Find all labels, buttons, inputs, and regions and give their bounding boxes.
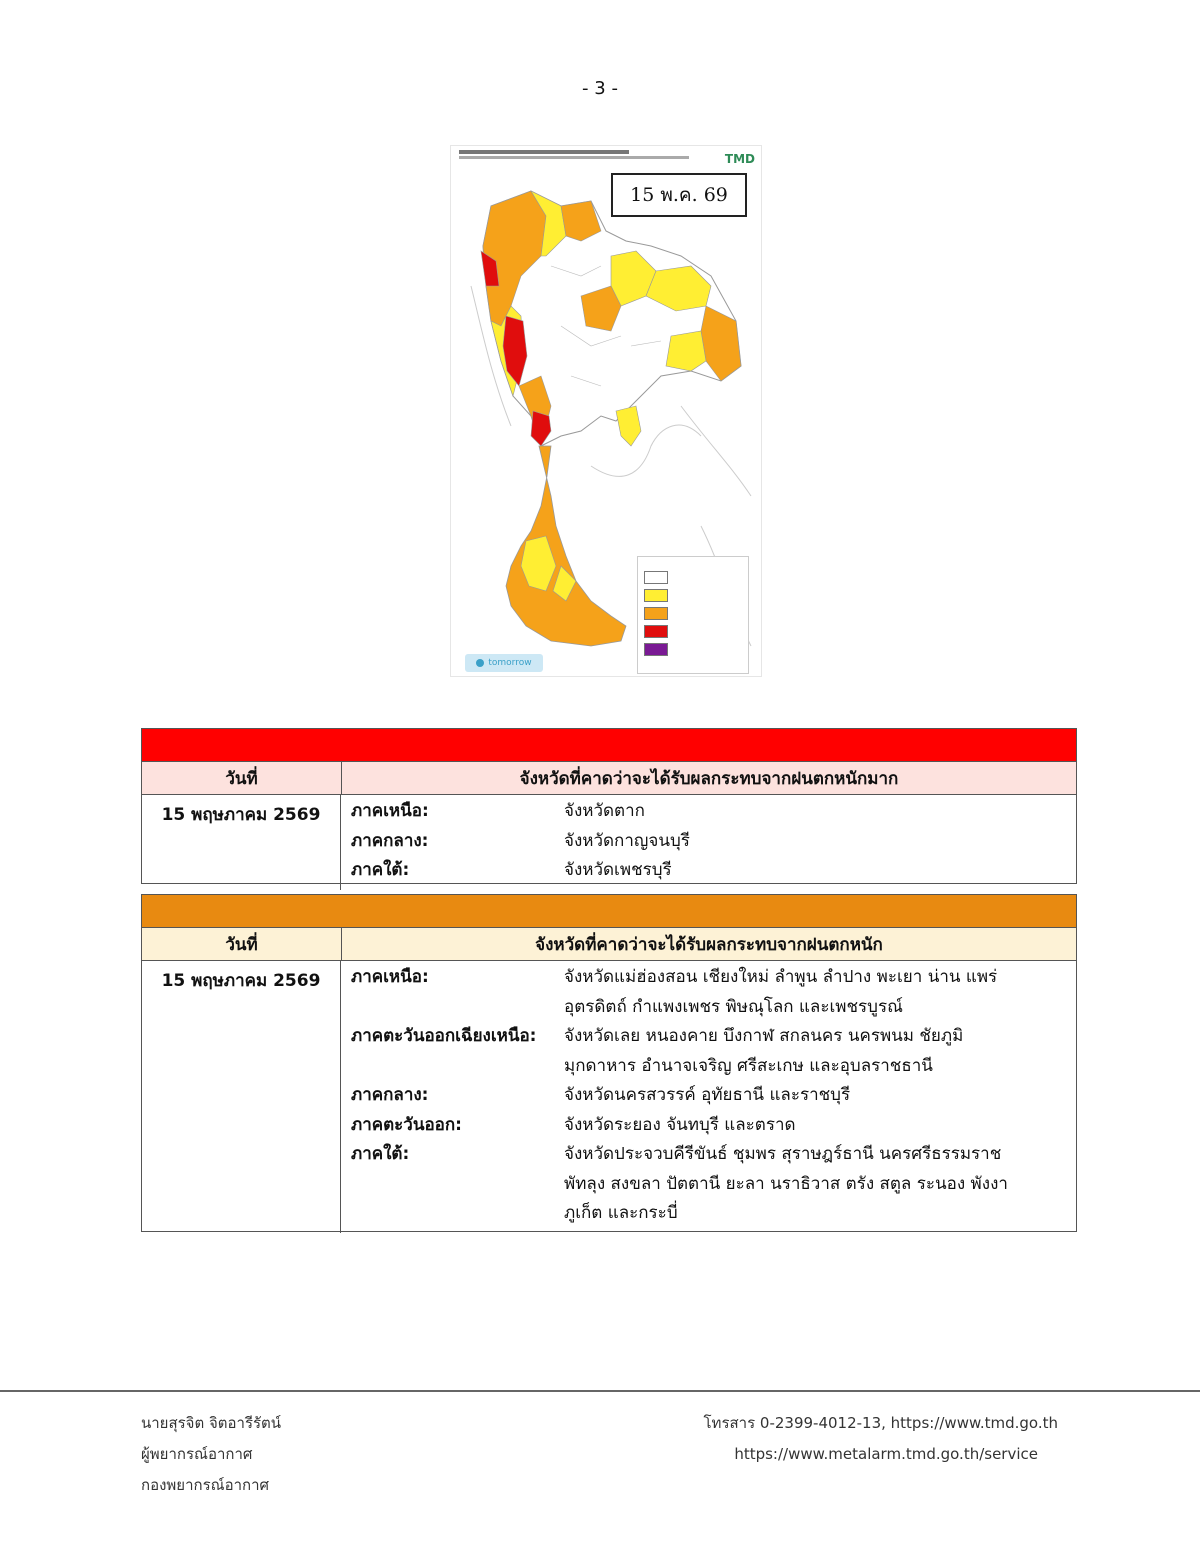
region-central: ภาคกลาง: จังหวัดกาญจนบุรี <box>351 830 690 851</box>
tomorrow-logo <box>465 654 543 672</box>
forecaster-title: ผู้พยากรณ์อากาศ <box>141 1445 253 1463</box>
legend-title <box>644 561 742 567</box>
heavy-rain-table <box>141 894 1077 1232</box>
forecast-date: 15 พฤษภาคม 2569 <box>142 795 341 890</box>
legend-item <box>644 643 742 656</box>
division-name: กองพยากรณ์อากาศ <box>141 1476 270 1494</box>
legend-swatch <box>644 625 668 638</box>
header-description: จังหวัดที่คาดว่าจะได้รับผลกระทบจากฝนตกหนักมาก <box>519 768 899 789</box>
fax-and-website: โทรสาร 0-2399-4012-13, https://www.tmd.go.th <box>703 1414 1058 1432</box>
page-number: - 3 - <box>582 78 618 99</box>
header-date: วันที่ <box>142 762 342 794</box>
region-northeast: ภาคตะวันออกเฉียงเหนือ: จังหวัดเลย หนองคาย บึงกาฬ สกลนคร นครพนม ชัยภูมิ มุกดาหาร อำนาจเจริญ ศรีสะเกษ และอุบลราชธานี <box>351 1026 964 1076</box>
table-row <box>142 961 1076 1233</box>
footer-divider <box>0 1390 1200 1392</box>
table-header-row <box>142 762 1076 795</box>
very-heavy-rain-band <box>142 729 1076 762</box>
tomorrow-label: tomorrow <box>488 658 532 668</box>
legend-item <box>644 625 742 638</box>
region-list <box>341 795 1076 890</box>
table-row <box>142 795 1076 890</box>
tomorrow-icon <box>476 659 484 667</box>
map-legend <box>637 556 749 674</box>
tmd-logo: TMD <box>724 152 755 166</box>
forecaster-name: นายสุรจิต จิตอารีรัตน์ <box>141 1414 282 1432</box>
region-central: ภาคกลาง: จังหวัดนครสวรรค์ อุทัยธานี และราชบุรี <box>351 1085 851 1105</box>
legend-swatch <box>644 643 668 656</box>
rainfall-forecast-map <box>450 145 762 677</box>
legend-item <box>644 607 742 620</box>
map-date-label: 15 พ.ค. 69 <box>611 173 747 217</box>
legend-item <box>644 589 742 602</box>
region-south: ภาคใต้: จังหวัดเพชรบุรี <box>351 860 672 880</box>
service-url: https://www.metalarm.tmd.go.th/service <box>734 1445 1038 1463</box>
region-north: ภาคเหนือ: จังหวัดแม่ฮ่องสอน เชียงใหม่ ลำพูน ลำปาง พะเยา น่าน แพร่ อุตรดิตถ์ กำแพงเพชร พิษณุโลก และเพชรบูรณ์ <box>351 967 998 1017</box>
header-description: จังหวัดที่คาดว่าจะได้รับผลกระทบจากฝนตกหนัก <box>535 934 883 955</box>
map-header-text <box>459 150 689 159</box>
region-south: ภาคใต้: จังหวัดประจวบคีรีขันธ์ ชุมพร สุราษฎร์ธานี นครศรีธรรมราช พัทลุง สงขลา ปัตตานี ยะลา นราธิวาส ตรัง สตูล ระนอง พังงา ภูเก็ต และกระบี่ <box>351 1144 1008 1223</box>
legend-swatch <box>644 607 668 620</box>
header-date: วันที่ <box>142 928 342 960</box>
legend-swatch <box>644 589 668 602</box>
region-list <box>341 961 1076 1233</box>
heavy-rain-band <box>142 895 1076 928</box>
region-east: ภาคตะวันออก: จังหวัดระยอง จันทบุรี และตราด <box>351 1114 796 1135</box>
table-header-row <box>142 928 1076 961</box>
forecast-date: 15 พฤษภาคม 2569 <box>142 961 341 1233</box>
very-heavy-rain-table <box>141 728 1077 884</box>
footer-signature <box>141 1408 281 1501</box>
region-north: ภาคเหนือ: จังหวัดตาก <box>351 801 645 821</box>
footer-contact <box>704 1408 1059 1470</box>
legend-item <box>644 571 742 584</box>
legend-swatch <box>644 571 668 584</box>
